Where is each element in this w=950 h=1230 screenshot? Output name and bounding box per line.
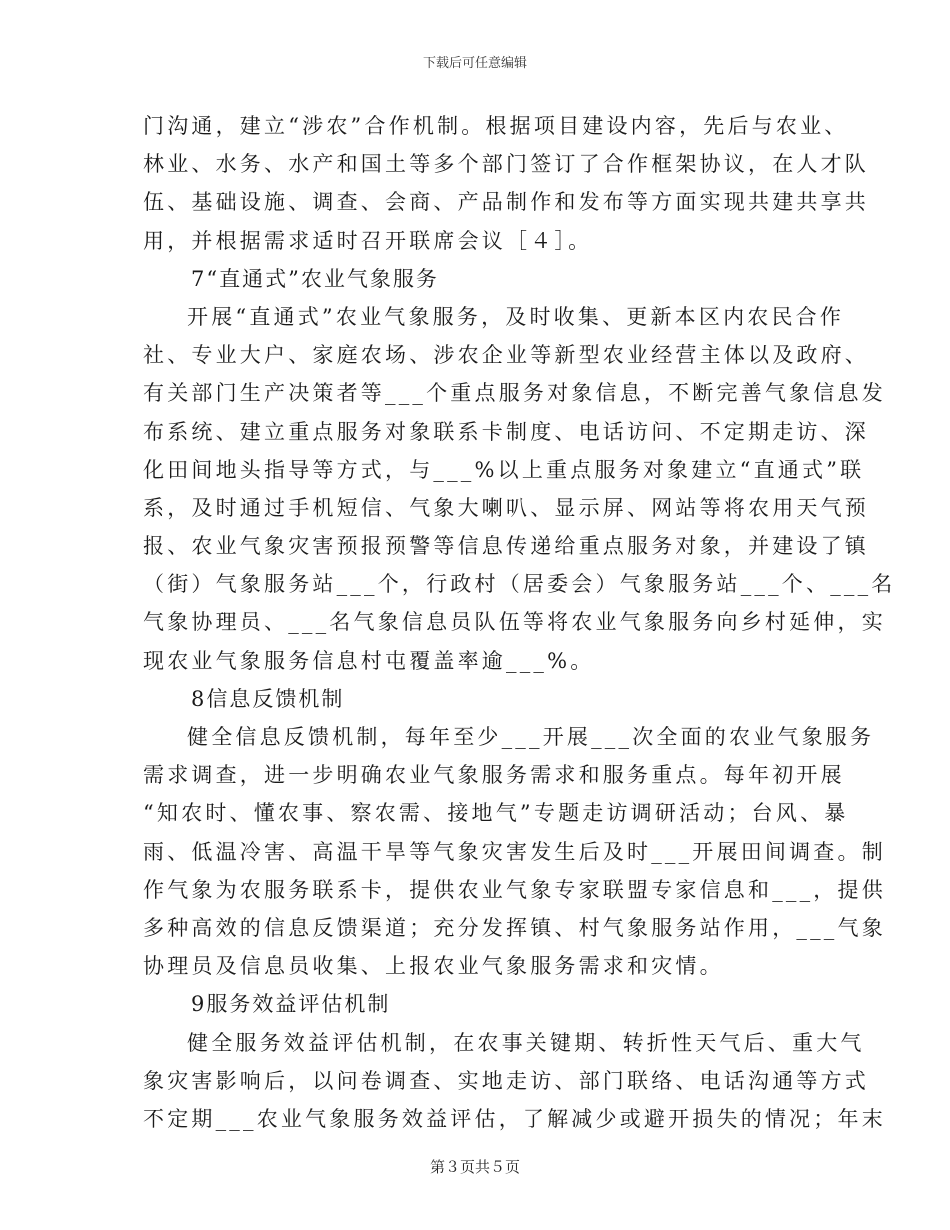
text-line: 多种高效的信息反馈渠道；充分发挥镇、村气象服务站作用，___气象 xyxy=(143,915,886,940)
text-line: 伍、基础设施、调查、会商、产品制作和发布等方面实现共建共享共 xyxy=(143,190,869,215)
text-line: 林业、水务、水产和国土等多个部门签订了合作框架协议，在人才队 xyxy=(143,152,869,177)
page-header: 下载后可任意编辑 xyxy=(422,56,527,71)
text-line: 社、专业大户、家庭农场、涉农企业等新型农业经营主体以及政府、 xyxy=(143,343,869,368)
text-line: 健全服务效益评估机制，在农事关键期、转折性天气后、重大气 xyxy=(187,1030,865,1055)
text-line: 用，并根据需求适时召开联席会议［４］。 xyxy=(143,228,593,253)
text-line: 报、农业气象灾害预报预警等信息传递给重点服务对象，并建设了镇 xyxy=(143,534,869,559)
text-line: 作气象为农服务联系卡，提供农业气象专家联盟专家信息和___，提供 xyxy=(143,877,886,902)
text-line: 系，及时通过手机短信、气象大喇叭、显示屏、网站等将农用天气预 xyxy=(143,495,869,520)
text-line: 需求调查，进一步明确农业气象服务需求和服务重点。每年初开展 xyxy=(143,763,845,788)
text-line: 不定期___农业气象服务效益评估，了解减少或避开损失的情况；年末 xyxy=(143,1106,886,1131)
text-line: 布系统、建立重点服务对象联系卡制度、电话访问、不定期走访、深 xyxy=(143,419,869,444)
section-heading: 9服务效益评估机制 xyxy=(191,992,391,1017)
text-line: 雨、低温冷害、高温干旱等气象灾害发生后及时___开展田间调查。制 xyxy=(143,839,886,864)
text-line: “知农时、懂农事、察农需、接地气”专题走访调研活动；台风、暴 xyxy=(143,801,849,826)
section-heading: 7“直通式”农业气象服务 xyxy=(191,266,439,291)
text-line: 有关部门生产决策者等___个重点服务对象信息，不断完善气象信息发 xyxy=(143,381,886,406)
text-line: 协理员及信息员收集、上报农业气象服务需求和灾情。 xyxy=(143,954,724,979)
text-line: 化田间地头指导等方式，与___%以上重点服务对象建立“直通式”联 xyxy=(143,457,865,482)
text-line: （街）气象服务站___个，行政村（居委会）气象服务站___个、___名 xyxy=(143,572,896,597)
text-line: 健全信息反馈机制，每年至少___开展___次全面的农业气象服务 xyxy=(187,725,875,749)
text-line: 现农业气象服务信息村屯覆盖率逾___%。 xyxy=(143,648,595,673)
text-line: 开展“直通式”农业气象服务，及时收集、更新本区内农民合作 xyxy=(187,304,845,329)
text-line: 气象协理员、___名气象信息员队伍等将农业气象服务向乡村延伸，实 xyxy=(143,610,886,635)
text-line: 门沟通，建立“涉农”合作机制。根据项目建设内容，先后与农业、 xyxy=(143,114,849,138)
document-body xyxy=(143,107,896,1138)
page-footer: 第３页共５页 xyxy=(429,1158,520,1176)
text-line: 象灾害影响后，以问卷调查、实地走访、部门联络、电话沟通等方式 xyxy=(143,1068,869,1093)
section-heading: 8信息反馈机制 xyxy=(191,686,345,711)
